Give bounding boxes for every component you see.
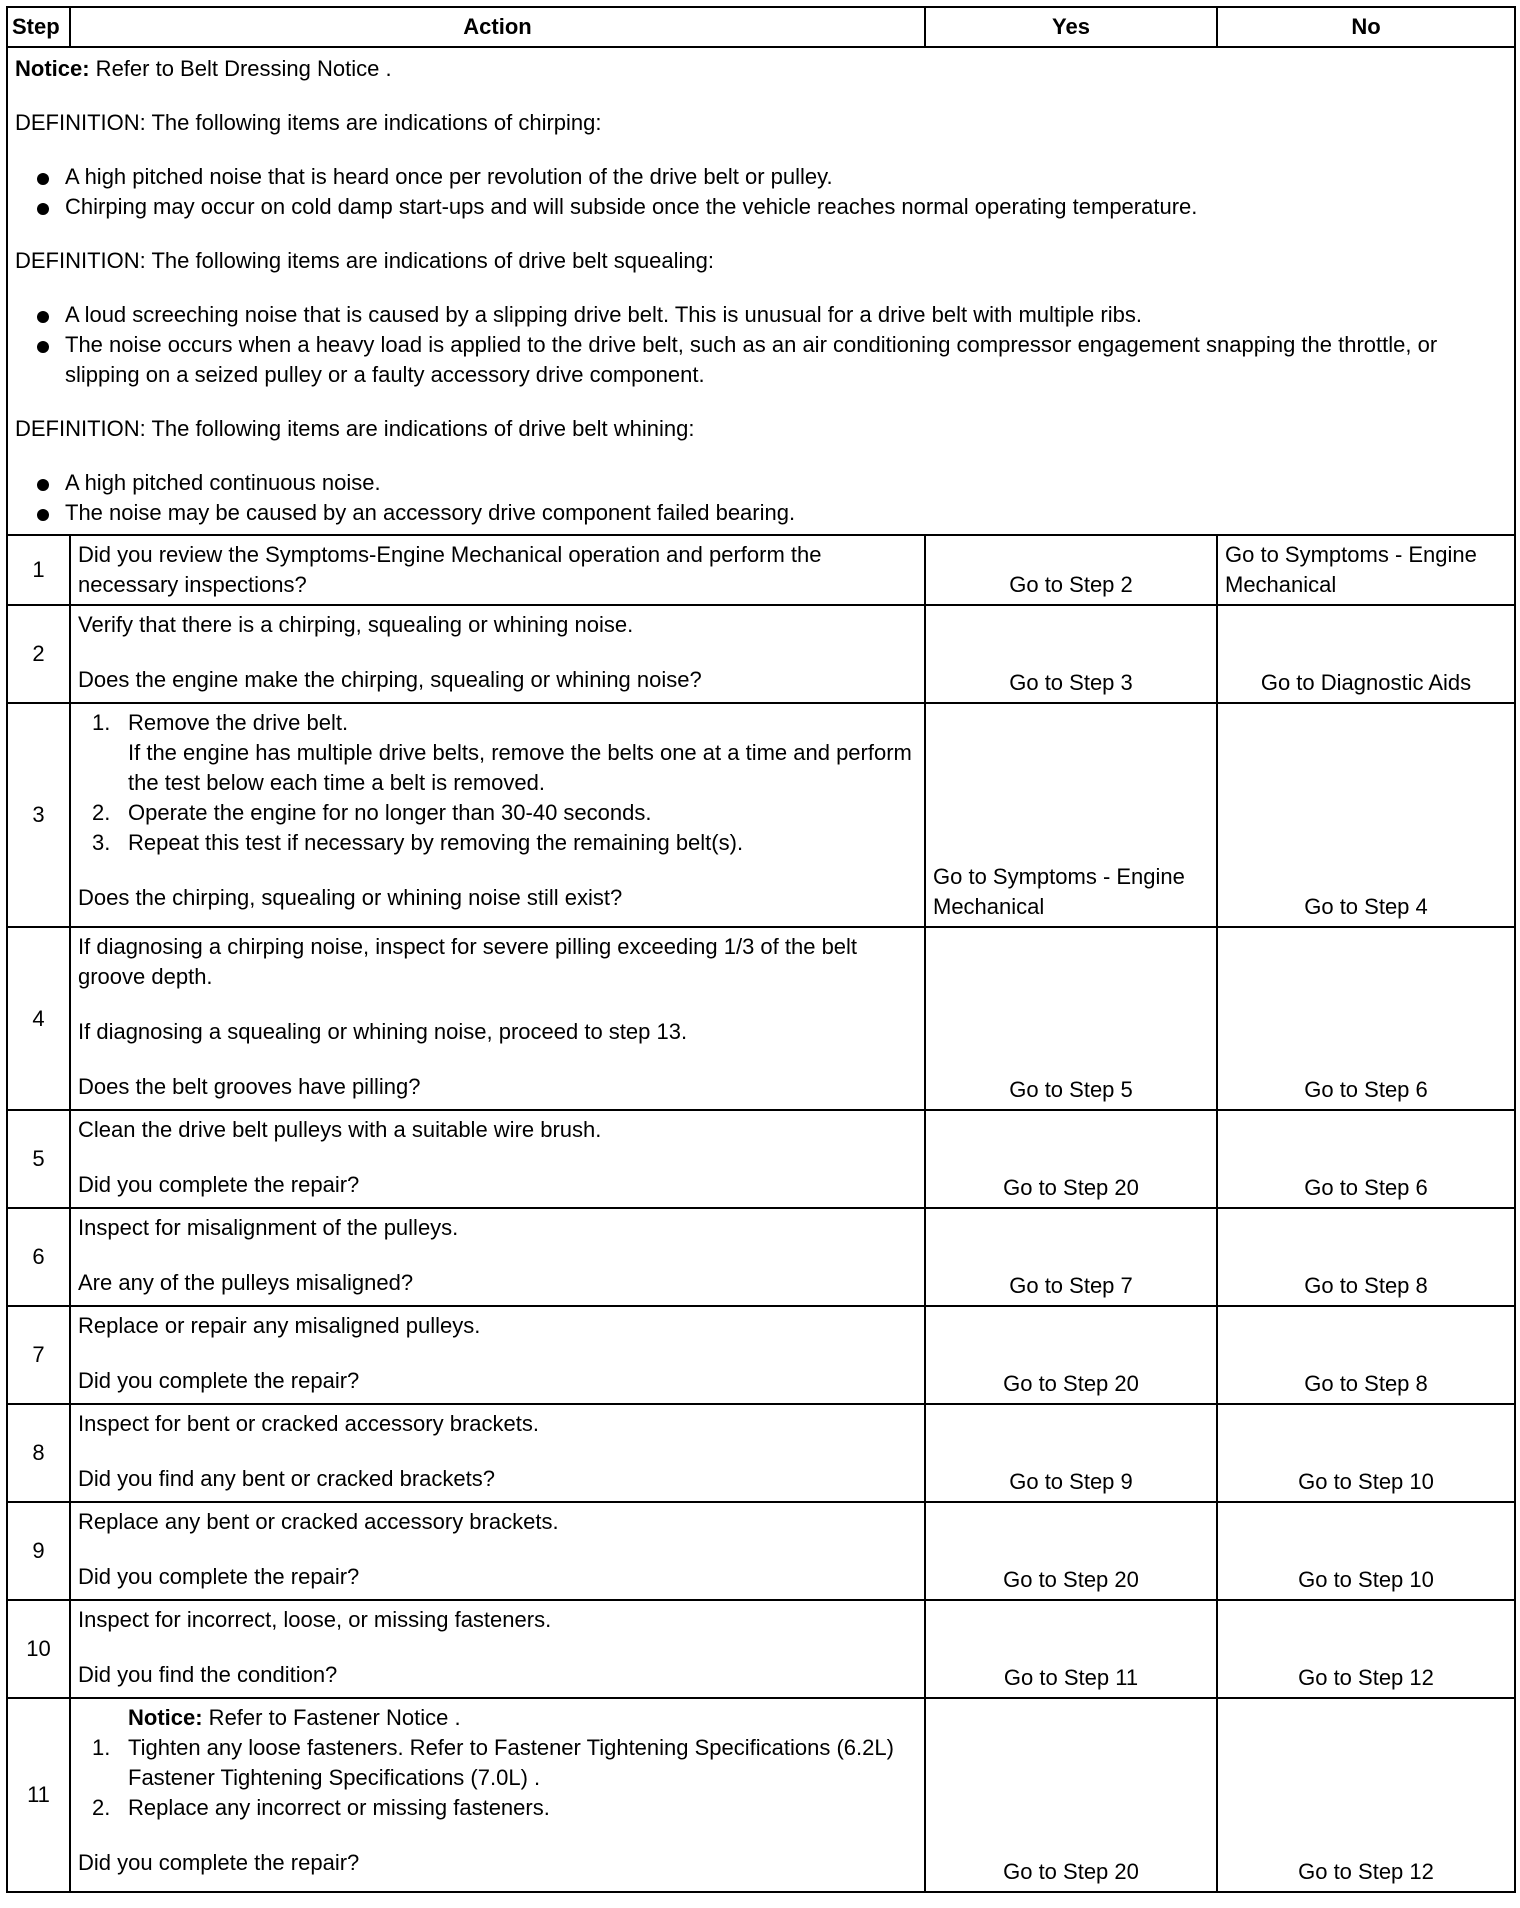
step-row-4 (7, 927, 1515, 1110)
list-item: 1. Tighten any loose fasteners. Refer to Fastener Tightening Specifications (6.2L) Fastener Tightening Specifications (7.0L) . (92, 1735, 894, 1790)
step-number: 5 (7, 1110, 70, 1208)
no-result: Go to Step 10 (1217, 1502, 1515, 1600)
intro-cell (7, 47, 1515, 535)
header-no: No (1217, 7, 1515, 47)
yes-result: Go to Step 2 (925, 535, 1217, 605)
substep-list (78, 708, 917, 858)
yes-result: Go to Step 9 (925, 1404, 1217, 1502)
step-row-10 (7, 1600, 1515, 1698)
step-action: Notice: Refer to Fastener Notice . 1. Tighten any loose fasteners. Refer to Fastener Tightening Specifications (6.2L) Fastener Tightening Specifications (7.0L) . 2. Replace any incorrect or missing fasteners. Did you complete the repair? (70, 1698, 925, 1892)
belt-dressing-notice (15, 54, 1507, 84)
no-result: Go to Step 8 (1217, 1306, 1515, 1404)
yes-result: Go to Step 20 (925, 1306, 1217, 1404)
step-action: Inspect for bent or cracked accessory brackets. Did you find any bent or cracked brackets? (70, 1404, 925, 1502)
yes-result: Go to Step 20 (925, 1502, 1217, 1600)
bullet-icon (37, 173, 49, 185)
chirping-definition: DEFINITION: The following items are indications of chirping: (15, 110, 602, 135)
list-item: A high pitched noise that is heard once per revolution of the drive belt or pulley. (15, 162, 1507, 192)
list-item: A high pitched continuous noise. (15, 468, 1507, 498)
step-number: 11 (7, 1698, 70, 1892)
step-row-5 (7, 1110, 1515, 1208)
step-number: 3 (7, 703, 70, 927)
no-result: Go to Step 8 (1217, 1208, 1515, 1306)
diagnostic-table (6, 6, 1516, 1893)
list-item: 2. Operate the engine for no longer than 30-40 seconds. (92, 800, 652, 825)
step-number: 10 (7, 1600, 70, 1698)
whining-list (15, 468, 1507, 528)
step-row-1 (7, 535, 1515, 605)
step-action: If diagnosing a chirping noise, inspect for severe pilling exceeding 1/3 of the belt groove depth. If diagnosing a squealing or whining noise, proceed to step 13. Does the belt grooves have pilling? (70, 927, 925, 1110)
no-result: Go to Symptoms - Engine Mechanical (1217, 535, 1515, 605)
notice-label: Notice: (15, 56, 90, 81)
header-yes: Yes (925, 7, 1217, 47)
bullet-icon (37, 311, 49, 323)
list-item: The noise may be caused by an accessory drive component failed bearing. (15, 498, 1507, 528)
step-row-11 (7, 1698, 1515, 1892)
step-row-7 (7, 1306, 1515, 1404)
notice-text: Refer to Belt Dressing Notice . (89, 56, 392, 81)
step-number: 7 (7, 1306, 70, 1404)
step-action: Did you review the Symptoms-Engine Mechanical operation and perform the necessary inspections? (70, 535, 925, 605)
no-result: Go to Step 12 (1217, 1698, 1515, 1892)
list-item: A loud screeching noise that is caused by a slipping drive belt. This is unusual for a drive belt with multiple ribs. (15, 300, 1507, 330)
list-item: The noise occurs when a heavy load is applied to the drive belt, such as an air conditioning compressor engagement snapping the throttle, or slipping on a seized pulley or a faulty accessory drive component. (15, 330, 1507, 390)
step-row-8 (7, 1404, 1515, 1502)
yes-result: Go to Step 20 (925, 1698, 1217, 1892)
step-row-9 (7, 1502, 1515, 1600)
bullet-icon (37, 479, 49, 491)
step-action: Verify that there is a chirping, squealing or whining noise. Does the engine make the chirping, squealing or whining noise? (70, 605, 925, 703)
no-result: Go to Diagnostic Aids (1217, 605, 1515, 703)
header-step: Step (7, 7, 70, 47)
step-action: Inspect for misalignment of the pulleys. Are any of the pulleys misaligned? (70, 1208, 925, 1306)
no-result: Go to Step 4 (1217, 703, 1515, 927)
no-result: Go to Step 6 (1217, 1110, 1515, 1208)
step-row-3 (7, 703, 1515, 927)
step-number: 9 (7, 1502, 70, 1600)
yes-result: Go to Step 3 (925, 605, 1217, 703)
bullet-icon (37, 341, 49, 353)
yes-result: Go to Step 20 (925, 1110, 1217, 1208)
no-result: Go to Step 6 (1217, 927, 1515, 1110)
list-item: Chirping may occur on cold damp start-ups and will subside once the vehicle reaches normal operating temperature. (15, 192, 1507, 222)
header-action: Action (70, 7, 925, 47)
step-row-6 (7, 1208, 1515, 1306)
yes-result: Go to Step 5 (925, 927, 1217, 1110)
step-number: 1 (7, 535, 70, 605)
fastener-notice: Notice: Refer to Fastener Notice . (128, 1705, 461, 1730)
squealing-definition: DEFINITION: The following items are indications of drive belt squealing: (15, 248, 715, 273)
yes-result: Go to Step 11 (925, 1600, 1217, 1698)
step-number: 4 (7, 927, 70, 1110)
step-number: 6 (7, 1208, 70, 1306)
squealing-list (15, 300, 1507, 390)
header-row (7, 7, 1515, 47)
no-result: Go to Step 10 (1217, 1404, 1515, 1502)
step-number: 8 (7, 1404, 70, 1502)
step-action: 1. Remove the drive belt. If the engine has multiple drive belts, remove the belts one at a time and perform the test below each time a belt is removed. 2. Operate the engine for no longer than 30-40 seconds. 3. Repeat this test if necessary by removing the remaining belt(s). Does the chirping, squealing or whining noise still exist? (70, 703, 925, 927)
chirping-list (15, 162, 1507, 222)
step-action: Replace any bent or cracked accessory brackets. Did you complete the repair? (70, 1502, 925, 1600)
step-number: 2 (7, 605, 70, 703)
step-action: Clean the drive belt pulleys with a suitable wire brush. Did you complete the repair? (70, 1110, 925, 1208)
step-action: Replace or repair any misaligned pulleys. Did you complete the repair? (70, 1306, 925, 1404)
bullet-icon (37, 509, 49, 521)
list-item: 1. Remove the drive belt. If the engine has multiple drive belts, remove the belts one at a time and perform the test below each time a belt is removed. (92, 710, 912, 795)
whining-definition: DEFINITION: The following items are indications of drive belt whining: (15, 416, 695, 441)
yes-result: Go to Symptoms - Engine Mechanical (925, 703, 1217, 927)
notice-label: Notice: (128, 1705, 203, 1730)
step-action: Inspect for incorrect, loose, or missing fasteners. Did you find the condition? (70, 1600, 925, 1698)
no-result: Go to Step 12 (1217, 1600, 1515, 1698)
intro-row (7, 47, 1515, 535)
list-item: 2. Replace any incorrect or missing fasteners. (92, 1795, 550, 1820)
list-item: 3. Repeat this test if necessary by removing the remaining belt(s). (92, 830, 744, 855)
substep-list (78, 1733, 917, 1823)
bullet-icon (37, 203, 49, 215)
step-row-2 (7, 605, 1515, 703)
yes-result: Go to Step 7 (925, 1208, 1217, 1306)
